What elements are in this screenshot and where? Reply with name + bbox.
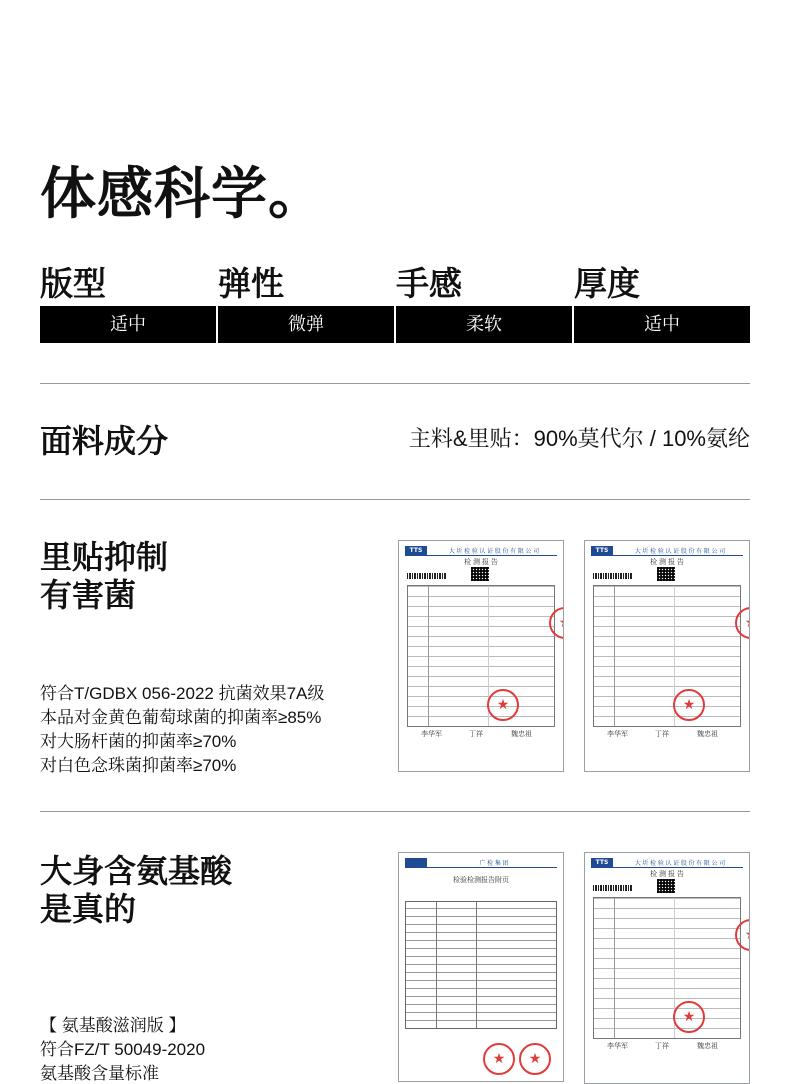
claim: 对白色念珠菌抑菌率≥70% xyxy=(40,756,237,775)
signature: 丁祥 xyxy=(655,731,669,738)
fabric-title: 面料成分 xyxy=(40,423,169,459)
official-seal-icon xyxy=(519,1043,551,1075)
barcode-icon xyxy=(593,573,633,579)
signature: 李华军 xyxy=(607,731,628,738)
attr-label-elasticity: 弹性 xyxy=(218,265,284,302)
report-header: 大 圻 检 验 认 证 股 份 有 限 公 司 xyxy=(634,861,726,867)
signature: 丁祥 xyxy=(655,1043,669,1050)
divider xyxy=(40,811,750,812)
barcode-icon xyxy=(593,885,633,891)
report-header: 大 圻 检 验 认 证 股 份 有 限 公 司 xyxy=(448,549,540,555)
attr-value-elasticity: 微弹 xyxy=(218,306,394,343)
page-title: 体感科学。 xyxy=(40,162,325,225)
fabric-composition: 主料&里贴：90%莫代尔 / 10%氨纶 xyxy=(408,426,750,451)
amino-report-thumbnail xyxy=(398,852,564,1082)
report-header: 大 圻 检 验 认 证 股 份 有 限 公 司 xyxy=(634,549,726,555)
signature: 魏忠祖 xyxy=(697,1043,718,1050)
antibacterial-title-line2: 有害菌 xyxy=(40,577,137,613)
report-logo: TTS xyxy=(591,858,613,868)
attr-label-feel: 手感 xyxy=(396,265,462,302)
report-table xyxy=(405,901,557,1029)
report-logo: TTS xyxy=(405,546,427,556)
report-title: 检 测 报 告 xyxy=(464,559,498,566)
amino-title xyxy=(40,852,232,928)
amino-title-line2: 是真的 xyxy=(40,891,137,927)
qr-code-icon xyxy=(657,879,675,893)
report-rule xyxy=(405,867,557,868)
report-table xyxy=(593,897,741,1039)
attr-value-feel: 柔软 xyxy=(396,306,572,343)
report-rule xyxy=(591,867,743,868)
signature: 丁祥 xyxy=(469,731,483,738)
antibacterial-title-line1: 里贴抑制 xyxy=(40,539,169,575)
qr-code-icon xyxy=(657,567,675,581)
barcode-icon xyxy=(407,573,447,579)
claim: 氨基酸含量标准 xyxy=(40,1064,159,1083)
report-table xyxy=(407,585,555,727)
report-logo: TTS xyxy=(591,546,613,556)
claim: 对大肠杆菌的抑菌率≥70% xyxy=(40,732,237,751)
divider xyxy=(40,383,750,384)
claim: 【 氨基酸滋润版 】 xyxy=(40,1016,186,1035)
report-table xyxy=(593,585,741,727)
report-title: 检 测 报 告 xyxy=(650,871,684,878)
report-title: 检验检测报告附页 xyxy=(453,877,509,884)
signature: 李华军 xyxy=(421,731,442,738)
signature: 李华军 xyxy=(607,1043,628,1050)
antibacterial-title xyxy=(40,538,168,614)
official-seal-icon xyxy=(487,689,519,721)
official-seal-icon xyxy=(673,689,705,721)
test-report-thumbnail xyxy=(584,540,750,772)
report-header: 广 检 集 团 xyxy=(479,861,509,867)
antibacterial-claims xyxy=(40,682,324,778)
qr-code-icon xyxy=(471,567,489,581)
attr-label-fit: 版型 xyxy=(40,265,106,302)
test-report-thumbnail xyxy=(398,540,564,772)
signature: 魏忠祖 xyxy=(511,731,532,738)
signature: 魏忠祖 xyxy=(697,731,718,738)
attr-value-thickness: 适中 xyxy=(574,306,750,343)
report-rule xyxy=(591,555,743,556)
report-rule xyxy=(405,555,557,556)
amino-claims xyxy=(40,1014,205,1084)
claim: 符合T/GDBX 056-2022 抗菌效果7A级 xyxy=(40,684,325,703)
claim: 符合FZ/T 50049-2020 xyxy=(40,1040,206,1059)
claim: 本品对金黄色葡萄球菌的抑菌率≥85% xyxy=(40,708,322,727)
amino-title-line1: 大身含氨基酸 xyxy=(40,853,233,889)
official-seal-icon xyxy=(483,1043,515,1075)
attr-label-thickness: 厚度 xyxy=(574,265,640,302)
attr-value-fit: 适中 xyxy=(40,306,216,343)
test-report-thumbnail xyxy=(584,852,750,1084)
report-title: 检 测 报 告 xyxy=(650,559,684,566)
official-seal-icon xyxy=(673,1001,705,1033)
divider xyxy=(40,499,750,500)
